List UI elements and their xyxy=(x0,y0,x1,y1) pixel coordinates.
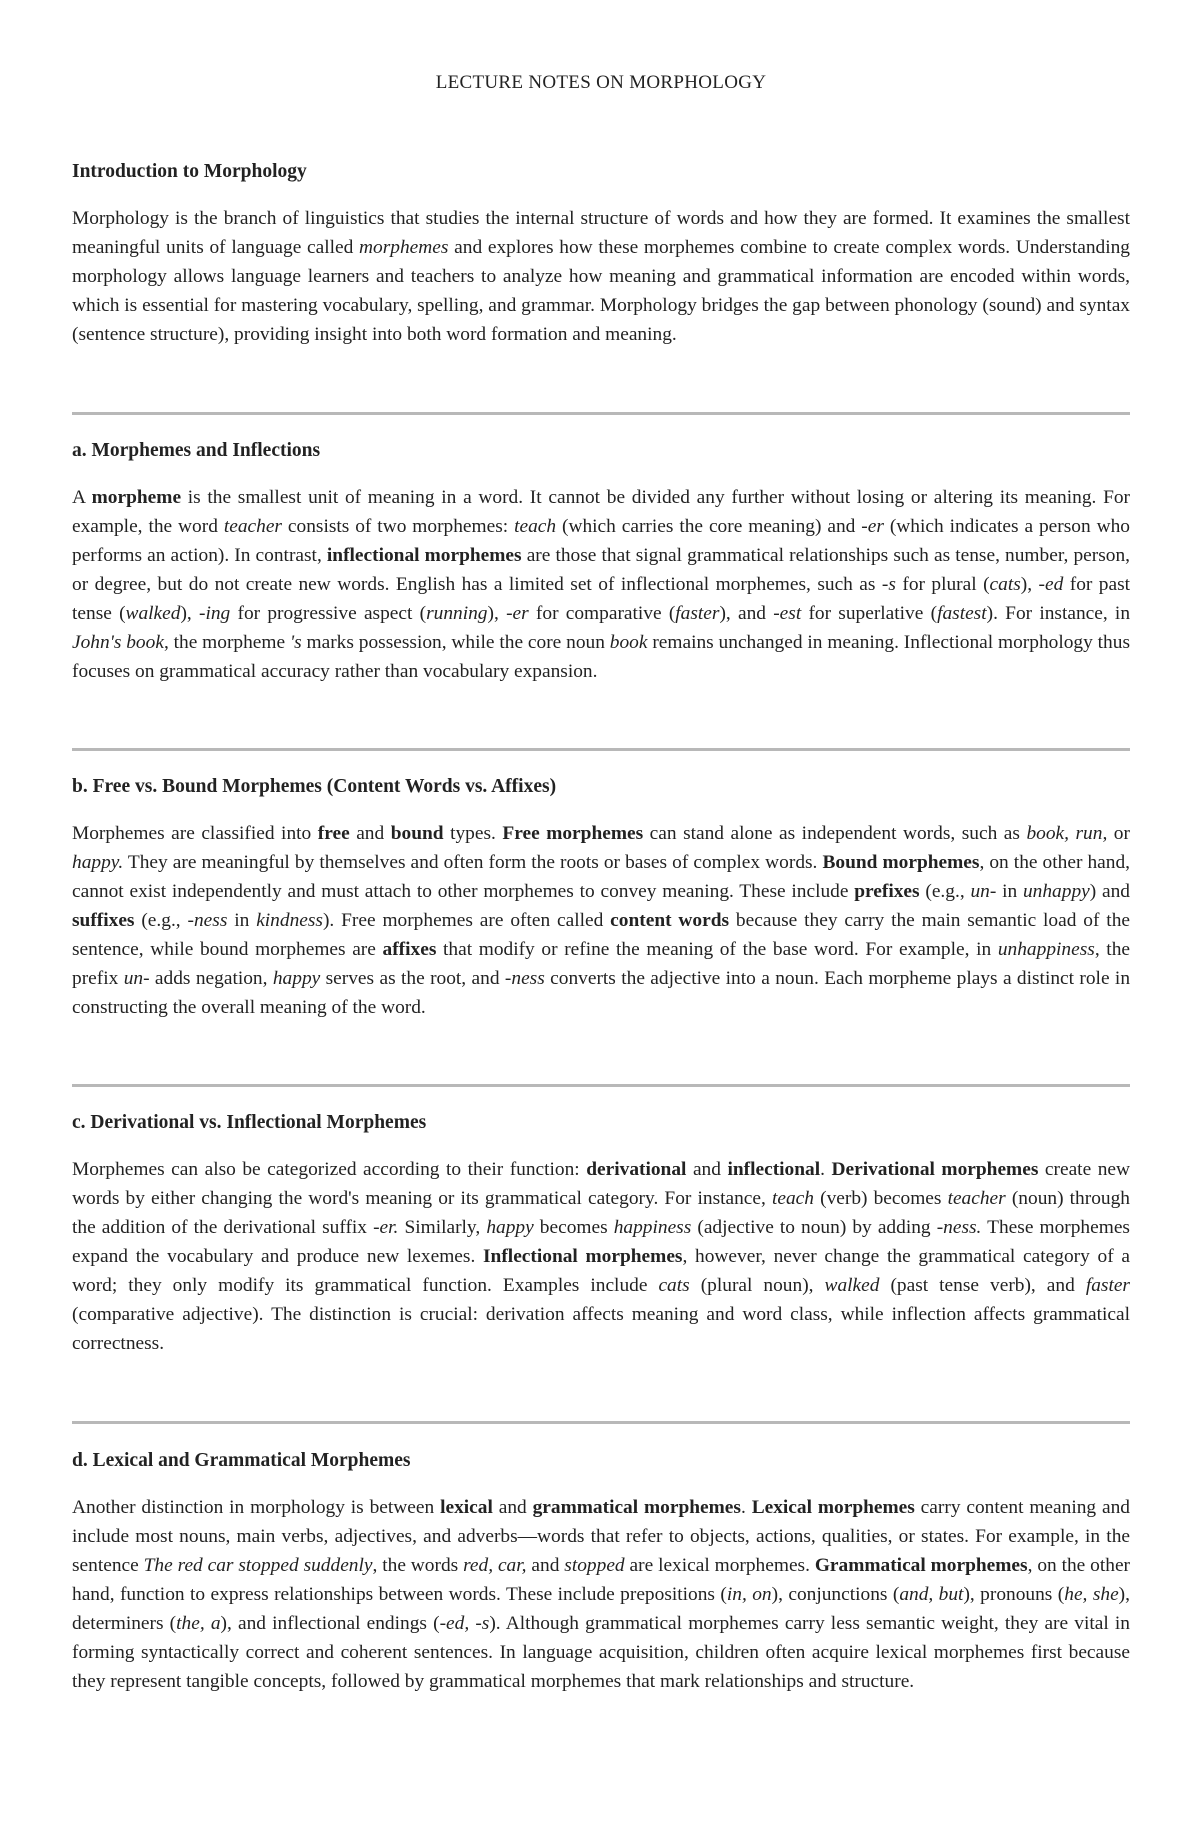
text-run: . xyxy=(740,1497,752,1518)
italic-term: teach xyxy=(771,1188,814,1209)
bold-term: Derivational morphemes xyxy=(831,1159,1039,1180)
section-heading: c. Derivational vs. Inflectional Morphemes xyxy=(72,1112,427,1133)
text-run: ), xyxy=(487,603,507,624)
italic-term: faster xyxy=(675,603,720,624)
text-run: for plural ( xyxy=(895,574,990,595)
italic-term: walked xyxy=(824,1275,880,1296)
italic-term: walked xyxy=(125,603,181,624)
section-free-vs-bound xyxy=(72,775,1130,1022)
text-run: ), conjunctions ( xyxy=(771,1584,900,1605)
italic-term: morphemes xyxy=(359,237,449,258)
text-run: that modify or refine the meaning of the base word. For example, in xyxy=(436,939,998,960)
text-run: and xyxy=(492,1497,533,1518)
italic-term: 's xyxy=(289,632,302,653)
text-run: , the words xyxy=(372,1555,464,1576)
bold-term: Lexical morphemes xyxy=(751,1497,915,1518)
text-run: ), determiners ( xyxy=(72,1584,1130,1634)
bold-term: bound xyxy=(390,823,444,844)
text-run: , on the other hand, function to express relationships between words. These include prepositions ( xyxy=(72,1555,1131,1605)
italic-term: faster xyxy=(1085,1275,1130,1296)
italic-term: -er xyxy=(506,603,529,624)
text-run: ), and xyxy=(719,603,774,624)
text-run: becomes xyxy=(533,1217,614,1238)
section-paragraph xyxy=(72,819,1130,1022)
italic-term: -ness. xyxy=(936,1217,982,1238)
bold-term: free xyxy=(317,823,350,844)
text-run: for past tense ( xyxy=(72,574,1131,624)
italic-term: in, on xyxy=(726,1584,772,1605)
bold-term: Grammatical morphemes xyxy=(814,1555,1028,1576)
text-run: adds negation, xyxy=(149,968,273,989)
italic-term: teacher xyxy=(947,1188,1006,1209)
text-run: are those that signal grammatical relationships such as tense, number, person, or degree, but do not create new words. English has a limited set of inflectional morphemes, such as xyxy=(72,545,1130,595)
text-run: ), xyxy=(1020,574,1039,595)
text-run: Similarly, xyxy=(398,1217,487,1238)
text-run: , the morpheme xyxy=(163,632,290,653)
bold-term: inflectional morphemes xyxy=(326,545,522,566)
italic-term: un- xyxy=(970,881,997,902)
section-heading: d. Lexical and Grammatical Morphemes xyxy=(72,1450,411,1471)
bold-term: Bound morphemes xyxy=(822,852,980,873)
bold-term: grammatical morphemes xyxy=(532,1497,741,1518)
text-run: (which indicates a person who performs an action). In contrast, xyxy=(72,516,1130,566)
section-heading: b. Free vs. Bound Morphemes (Content Words vs. Affixes) xyxy=(72,776,557,797)
bold-term: morpheme xyxy=(91,487,182,508)
bold-term: Inflectional morphemes xyxy=(483,1246,683,1267)
text-run: A xyxy=(72,487,92,508)
italic-term: unhappy xyxy=(1022,881,1090,902)
text-run: Morphology is the branch of linguistics that studies the internal structure of words and how they are formed. It examines the smallest meaningful units of language called xyxy=(72,208,1130,258)
italic-term: -er xyxy=(861,516,884,537)
text-run: because they carry the main semantic load of the sentence, while bound morphemes are xyxy=(72,910,1130,960)
text-run: ), xyxy=(180,603,200,624)
text-run: Morphemes can also be categorized according to their function: xyxy=(72,1159,587,1180)
text-run: ). Free morphemes are often called xyxy=(322,910,611,931)
italic-term: running xyxy=(426,603,488,624)
section-morphemes-and-inflections xyxy=(72,439,1130,686)
italic-term: -ed xyxy=(1038,574,1064,595)
text-run: and xyxy=(526,1555,565,1576)
italic-term: unhappiness xyxy=(997,939,1095,960)
bold-term: prefixes xyxy=(854,881,920,902)
italic-term: -ness xyxy=(504,968,545,989)
text-run: is the smallest unit of meaning in a word. It cannot be divided any further without losing or altering its meaning. For example, the word xyxy=(72,487,1131,537)
text-run: , the prefix xyxy=(72,939,1130,989)
section-paragraph xyxy=(72,483,1130,686)
text-run: Morphemes are classified into xyxy=(72,823,318,844)
italic-term: -er. xyxy=(373,1217,399,1238)
italic-term: book xyxy=(609,632,648,653)
italic-term: -s xyxy=(881,574,896,595)
text-run: types. xyxy=(443,823,503,844)
section-divider xyxy=(72,412,1130,415)
text-run: , however, never change the grammatical category of a word; they only modify its grammatical function. Examples include xyxy=(72,1246,1130,1296)
italic-term: -est xyxy=(773,603,802,624)
section-paragraph xyxy=(72,204,1130,349)
text-run: for superlative ( xyxy=(801,603,938,624)
text-run: serves as the root, and xyxy=(320,968,505,989)
text-run: in xyxy=(227,910,257,931)
italic-term: un- xyxy=(123,968,150,989)
italic-term: cats xyxy=(658,1275,690,1296)
section-paragraph xyxy=(72,1155,1130,1358)
text-run: and xyxy=(686,1159,728,1180)
italic-term: John's book xyxy=(72,632,164,653)
bold-term: suffixes xyxy=(72,910,135,931)
text-run: (verb) becomes xyxy=(813,1188,948,1209)
text-run: ). Although grammatical morphemes carry less semantic weight, they are vital in forming syntactically correct and coherent sentences. In language acquisition, children often acquire lexical morphemes first because they represent tangible concepts, followed by grammatical morphemes that mark relationships and structure. xyxy=(72,1613,1130,1692)
italic-term: -ed, -s xyxy=(439,1613,490,1634)
text-run: These morphemes expand the vocabulary and produce new lexemes. xyxy=(72,1217,1130,1267)
text-run: and explores how these morphemes combine to create complex words. Understanding morphology allows language learners and teachers to analyze how meaning and grammatical information are encoded within words, which is essential for mastering vocabulary, spelling, and grammar. Morphology bridges the gap between phonology (sound) and syntax (sentence structure), providing insight into both word formation and meaning. xyxy=(72,237,1130,345)
text-run: , on the other hand, cannot exist independently and must attach to other morphemes to convey meaning. These include xyxy=(72,852,1131,902)
section-paragraph xyxy=(72,1493,1130,1696)
italic-term: happy. xyxy=(72,852,124,873)
text-run: create new words by either changing the word's meaning or its grammatical category. For instance, xyxy=(72,1159,1131,1209)
bold-term: affixes xyxy=(382,939,437,960)
italic-term: cats xyxy=(989,574,1021,595)
text-run: (noun) through the addition of the derivational suffix xyxy=(72,1188,1130,1238)
text-run: or xyxy=(1107,823,1130,844)
italic-term: teacher xyxy=(223,516,282,537)
text-run: ), and inflectional endings ( xyxy=(220,1613,440,1634)
italic-term: red, car, xyxy=(463,1555,527,1576)
text-run: for comparative ( xyxy=(528,603,676,624)
text-run: converts the adjective into a noun. Each morpheme plays a distinct role in constructing the overall meaning of the word. xyxy=(72,968,1131,1018)
text-run: ). For instance, in xyxy=(986,603,1131,624)
italic-term: happiness xyxy=(613,1217,692,1238)
text-run: remains unchanged in meaning. Inflectional morphology thus focuses on grammatical accuracy rather than vocabulary expansion. xyxy=(72,632,1130,682)
text-run: (which carries the core meaning) and xyxy=(556,516,862,537)
text-run: in xyxy=(996,881,1023,902)
text-run: are lexical morphemes. xyxy=(624,1555,815,1576)
italic-term: he, she xyxy=(1064,1584,1119,1605)
section-heading: a. Morphemes and Inflections xyxy=(72,440,321,461)
text-run: . xyxy=(820,1159,832,1180)
text-run: carry content meaning and include most nouns, main verbs, adjectives, and adverbs—words that refer to objects, actions, qualities, or states. For example, in the sentence xyxy=(72,1497,1130,1576)
text-run: for progressive aspect ( xyxy=(230,603,427,624)
section-lexical-and-grammatical xyxy=(72,1449,1130,1696)
text-run: and xyxy=(349,823,391,844)
italic-term: happy xyxy=(272,968,321,989)
text-run: ), pronouns ( xyxy=(963,1584,1065,1605)
text-run: (plural noun), xyxy=(689,1275,825,1296)
text-run: Another distinction in morphology is between xyxy=(72,1497,441,1518)
section-divider xyxy=(72,748,1130,751)
section-divider xyxy=(72,1084,1130,1087)
section-divider xyxy=(72,1421,1130,1424)
section-heading: Introduction to Morphology xyxy=(72,161,307,182)
bold-term: inflectional xyxy=(727,1159,821,1180)
italic-term: The red car stopped suddenly xyxy=(143,1555,373,1576)
section-derivational-vs-inflectional xyxy=(72,1111,1130,1358)
document-title: LECTURE NOTES ON MORPHOLOGY xyxy=(435,72,767,93)
text-run: marks possession, while the core noun xyxy=(301,632,610,653)
text-run: (past tense verb), and xyxy=(879,1275,1086,1296)
italic-term: -ing xyxy=(199,603,231,624)
text-run: (e.g., xyxy=(919,881,971,902)
italic-term: teach xyxy=(514,516,557,537)
text-run: They are meaningful by themselves and often form the roots or bases of complex words. xyxy=(123,852,823,873)
italic-term: and, but xyxy=(899,1584,964,1605)
text-run: (e.g., xyxy=(134,910,188,931)
italic-term: stopped xyxy=(564,1555,625,1576)
bold-term: content words xyxy=(610,910,730,931)
text-run: (comparative adjective). The distinction is crucial: derivation affects meaning and word class, while inflection affects grammatical correctness. xyxy=(72,1304,1130,1354)
text-run: consists of two morphemes: xyxy=(281,516,515,537)
italic-term: kindness xyxy=(256,910,323,931)
bold-term: lexical xyxy=(440,1497,493,1518)
italic-term: fastest xyxy=(937,603,987,624)
section-introduction xyxy=(72,160,1130,349)
italic-term: the, a xyxy=(176,1613,221,1634)
text-run: can stand alone as independent words, such as xyxy=(643,823,1027,844)
text-run: (adjective to noun) by adding xyxy=(691,1217,937,1238)
italic-term: -ness xyxy=(187,910,228,931)
italic-term: book, run, xyxy=(1026,823,1108,844)
italic-term: happy xyxy=(486,1217,534,1238)
bold-term: Free morphemes xyxy=(502,823,644,844)
text-run: ) and xyxy=(1089,881,1130,902)
bold-term: derivational xyxy=(586,1159,687,1180)
